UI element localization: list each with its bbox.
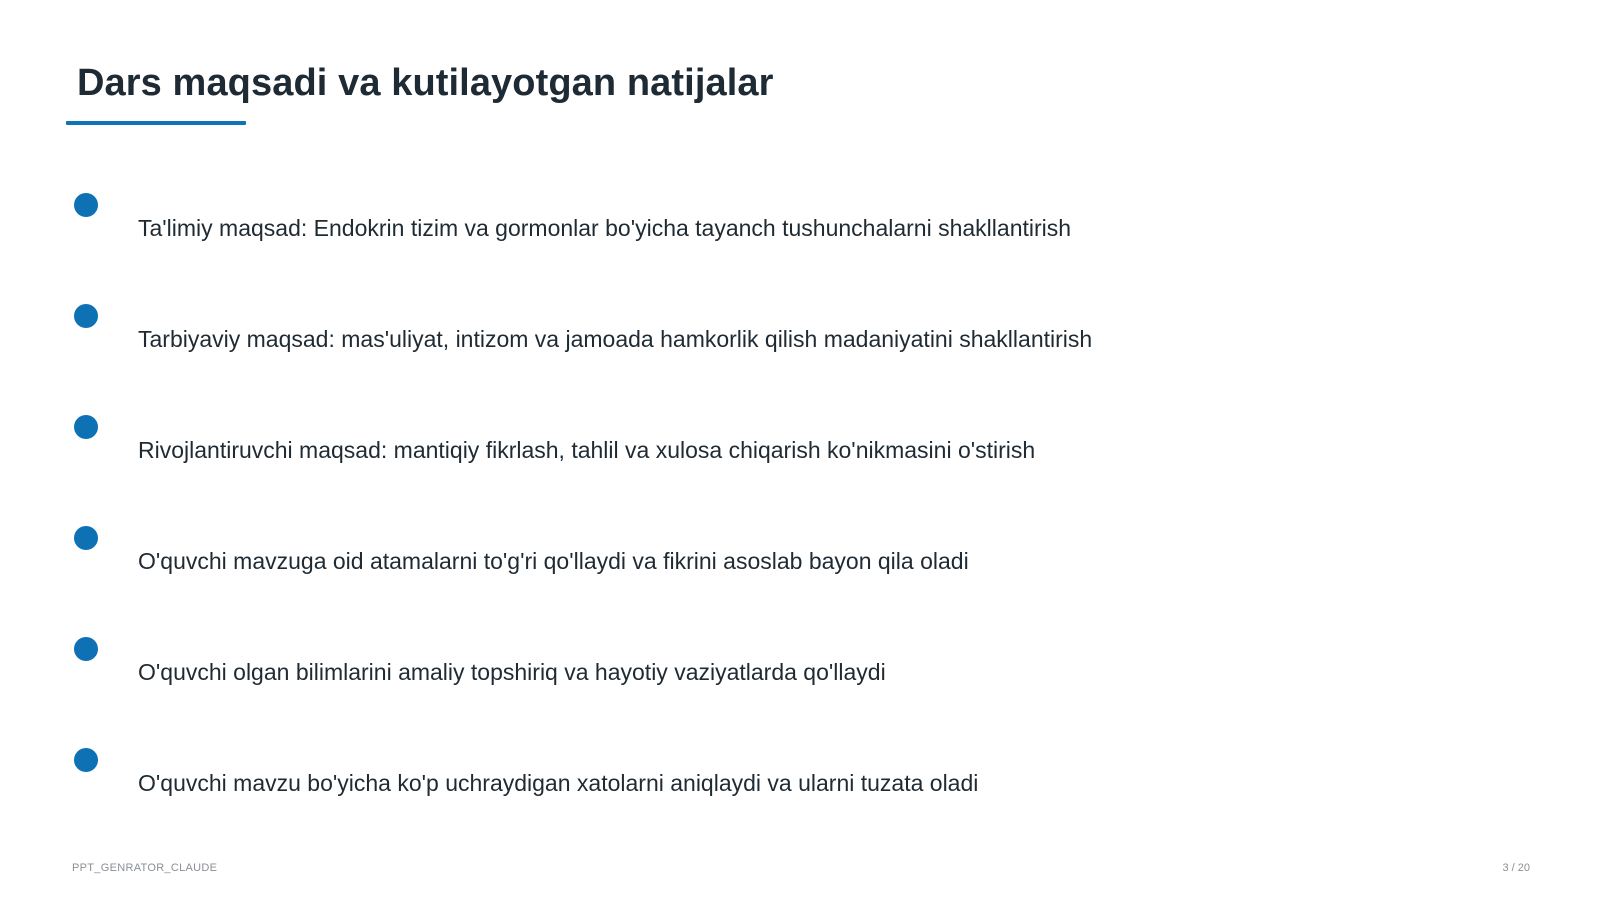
bullet-item (0, 526, 1400, 586)
page-number: 3 / 20 (1502, 862, 1530, 874)
bullet-item (0, 304, 1400, 364)
bullet-text: Tarbiyaviy maqsad: mas'uliyat, intizom va jamoada hamkorlik qilish madaniyatini shakllantirish (138, 326, 1093, 352)
footer-generator-label: PPT_GENRATOR_CLAUDE (72, 862, 218, 874)
bullet-item (0, 193, 1400, 253)
title-underline (66, 121, 246, 125)
slide-title: Dars maqsadi va kutilayotgan natijalar (77, 62, 774, 104)
bullet-dot-icon (74, 526, 98, 550)
bullet-dot-icon (74, 415, 98, 439)
bullet-text: Rivojlantiruvchi maqsad: mantiqiy fikrlash, tahlil va xulosa chiqarish ko'nikmasini o'stirish (138, 437, 1036, 463)
bullet-text: Ta'limiy maqsad: Endokrin tizim va gormonlar bo'yicha tayanch tushunchalarni shakllantirish (138, 215, 1072, 241)
bullet-dot-icon (74, 304, 98, 328)
bullet-dot-icon (74, 193, 98, 217)
bullet-dot-icon (74, 748, 98, 772)
bullet-text: O'quvchi mavzu bo'yicha ko'p uchraydigan xatolarni aniqlaydi va ularni tuzata oladi (138, 770, 979, 796)
bullet-item (0, 637, 1400, 697)
bullet-text: O'quvchi olgan bilimlarini amaliy topshiriq va hayotiy vaziyatlarda qo'llaydi (138, 659, 886, 685)
bullet-text: O'quvchi mavzuga oid atamalarni to'g'ri qo'llaydi va fikrini asoslab bayon qila oladi (138, 548, 969, 574)
bullet-item (0, 415, 1400, 475)
bullet-item (0, 748, 1400, 808)
bullet-dot-icon (74, 637, 98, 661)
